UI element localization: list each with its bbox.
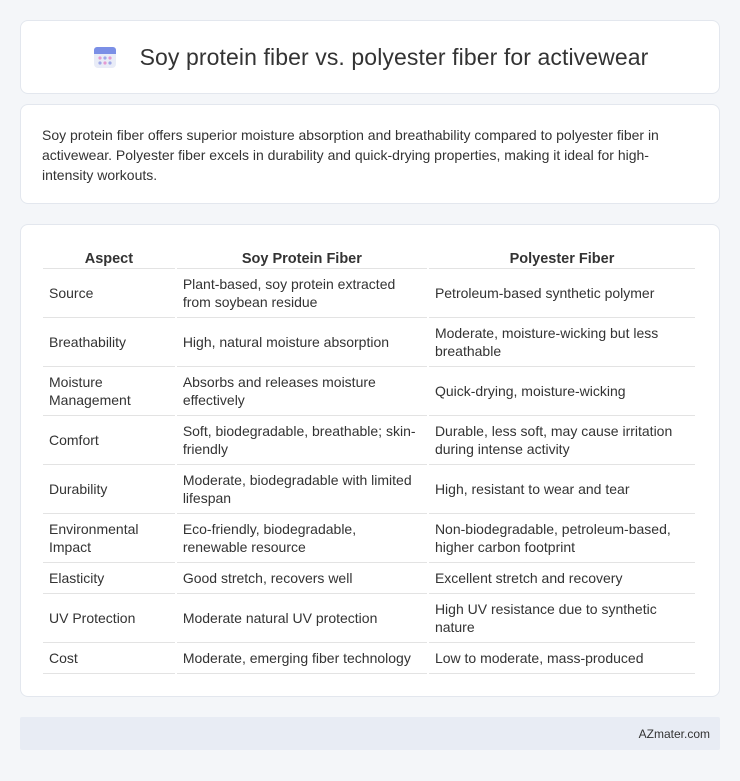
comparison-table (41, 245, 697, 674)
table-cell-soy: Moderate natural UV protection (177, 594, 427, 643)
title-card (20, 20, 720, 94)
table-row (43, 416, 695, 465)
table-cell-soy: Absorbs and releases moisture effectively (177, 367, 427, 416)
table-cell-soy: Plant-based, soy protein extracted from soybean residue (177, 269, 427, 318)
table-cell-soy: Eco-friendly, biodegradable, renewable resource (177, 514, 427, 563)
page-title: Soy protein fiber vs. polyester fiber for activewear (139, 43, 649, 70)
table-row (43, 269, 695, 318)
table-cell-polyester: Petroleum-based synthetic polymer (429, 269, 695, 318)
table-row (43, 465, 695, 514)
table-cell-polyester: High UV resistance due to synthetic nature (429, 594, 695, 643)
table-cell-polyester: Moderate, moisture-wicking but less breathable (429, 318, 695, 367)
summary-card (20, 104, 720, 204)
table-row (43, 318, 695, 367)
table-cell-aspect: Source (43, 269, 175, 318)
table-cell-aspect: Environmental Impact (43, 514, 175, 563)
table-row (43, 594, 695, 643)
table-cell-polyester: Durable, less soft, may cause irritation during intense activity (429, 416, 695, 465)
table-cell-aspect: Moisture Management (43, 367, 175, 416)
column-header-polyester: Polyester Fiber (429, 245, 695, 269)
table-cell-soy: High, natural moisture absorption (177, 318, 427, 367)
comparison-table-card (20, 224, 720, 697)
table-cell-soy: Moderate, emerging fiber technology (177, 643, 427, 674)
table-row (43, 563, 695, 594)
table-cell-polyester: Quick-drying, moisture-wicking (429, 367, 695, 416)
table-row (43, 367, 695, 416)
table-cell-aspect: UV Protection (43, 594, 175, 643)
table-header-row (43, 245, 695, 269)
table-cell-soy: Moderate, biodegradable with limited lifespan (177, 465, 427, 514)
table-row (43, 643, 695, 674)
footer-brand[interactable]: AZmater.com (638, 726, 710, 741)
table-cell-polyester: Non-biodegradable, petroleum-based, higher carbon footprint (429, 514, 695, 563)
table-cell-aspect: Durability (43, 465, 175, 514)
table-row (43, 514, 695, 563)
table-cell-polyester: High, resistant to wear and tear (429, 465, 695, 514)
calendar-icon (92, 44, 118, 70)
table-cell-polyester: Excellent stretch and recovery (429, 563, 695, 594)
table-cell-soy: Good stretch, recovers well (177, 563, 427, 594)
footer (20, 717, 720, 750)
column-header-soy: Soy Protein Fiber (177, 245, 427, 269)
column-header-aspect: Aspect (43, 245, 175, 269)
table-cell-aspect: Comfort (43, 416, 175, 465)
summary-text: Soy protein fiber offers superior moisture absorption and breathability compared to polyester fiber in activewear. Polyester fiber excels in durability and quick-drying properties, making it ideal for high-intensity workouts. (42, 127, 659, 183)
table-cell-aspect: Breathability (43, 318, 175, 367)
table-cell-polyester: Low to moderate, mass-produced (429, 643, 695, 674)
table-cell-soy: Soft, biodegradable, breathable; skin-friendly (177, 416, 427, 465)
table-cell-aspect: Elasticity (43, 563, 175, 594)
table-cell-aspect: Cost (43, 643, 175, 674)
